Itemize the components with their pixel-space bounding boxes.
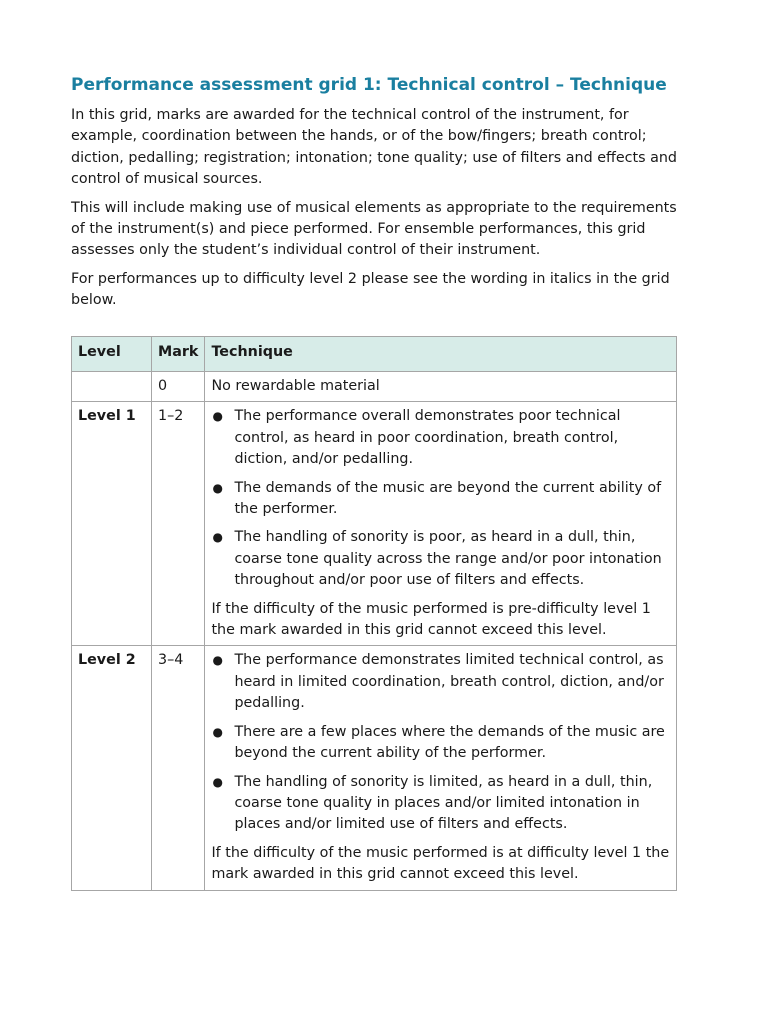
- list-item: ● The performance overall demonstrates poor technical control, as heard in poor coordination, breath control, diction, and/or pedalling.: [212, 408, 621, 468]
- table-row: [72, 646, 677, 890]
- intro-paragraph-3: For performances up to difficulty level 2 please see the wording in italics in the grid below.: [71, 270, 670, 309]
- assessment-grid-table: [71, 336, 677, 891]
- bullet-icon: ●: [212, 530, 223, 545]
- row-technique-text: No rewardable material: [205, 372, 677, 402]
- header-technique: Technique: [205, 337, 677, 372]
- row-level: Level 2: [72, 646, 152, 890]
- row-level: Level 1: [72, 402, 152, 646]
- row-level: [72, 372, 152, 402]
- bullet-icon: ●: [212, 774, 223, 789]
- row-mark: 1–2: [152, 402, 205, 646]
- table-row: [72, 402, 677, 646]
- list-item: ● There are a few places where the demands of the music are beyond the current ability of the performer.: [212, 723, 665, 762]
- list-item: ● The handling of sonority is limited, as heard in a dull, thin, coarse tone quality in places and/or limited intonation in places and/or limited use of filters and effects.: [212, 773, 653, 833]
- page-title: Performance assessment grid 1: Technical control – Technique: [71, 75, 667, 95]
- document-page: [71, 73, 677, 883]
- list-item: ● The handling of sonority is poor, as heard in a dull, thin, coarse tone quality across the range and/or poor intonation throughout and/or poor use of filters and effects.: [212, 529, 662, 589]
- difficulty-note: If the difficulty of the music performed is pre-difficulty level 1 the mark awarded in this grid cannot exceed this level.: [211, 600, 651, 639]
- row-technique-cell: [205, 402, 677, 646]
- list-item: ● The demands of the music are beyond the current ability of the performer.: [212, 479, 662, 518]
- bullet-icon: ●: [212, 653, 223, 668]
- bullet-icon: ●: [212, 724, 223, 739]
- header-level: Level: [72, 337, 152, 372]
- descriptor-list: [211, 650, 670, 835]
- table-header-row: [72, 337, 677, 372]
- intro-paragraph-1: In this grid, marks are awarded for the technical control of the instrument, for example, coordination between the hands, or of the bow/fingers; breath control; diction, pedalling; registration; intonation; tone quality; use of filters and effects and control of musical sources.: [71, 107, 677, 188]
- row-mark: 0: [152, 372, 205, 402]
- descriptor-list: [211, 406, 670, 591]
- row-mark: 3–4: [152, 646, 205, 890]
- row-technique-cell: [205, 646, 677, 890]
- header-mark: Mark: [152, 337, 205, 372]
- bullet-icon: ●: [212, 480, 223, 495]
- bullet-icon: ●: [212, 409, 223, 424]
- intro-paragraph-2: This will include making use of musical elements as appropriate to the requirements of the instrument(s) and piece performed. For ensemble performances, this grid assesses only the student’s individual control of their instrument.: [71, 199, 677, 259]
- table-row: [72, 372, 677, 402]
- difficulty-note: If the difficulty of the music performed is at difficulty level 1 the mark awarded in this grid cannot exceed this level.: [211, 844, 670, 883]
- list-item: ● The performance demonstrates limited technical control, as heard in limited coordination, breath control, diction, and/or pedalling.: [212, 652, 664, 712]
